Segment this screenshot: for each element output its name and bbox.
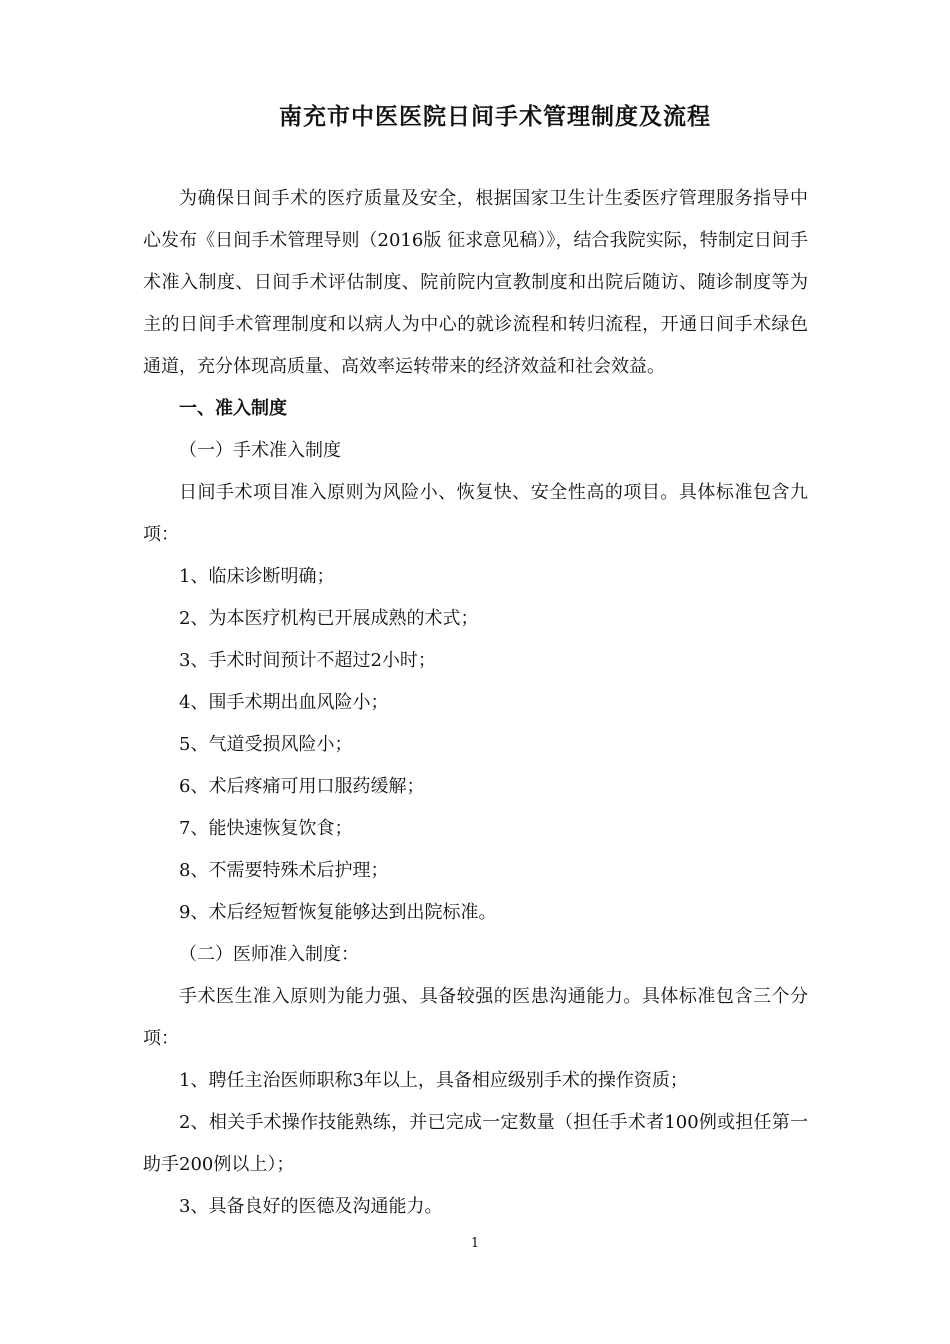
list-item: 6、术后疼痛可用口服药缓解； — [179, 776, 425, 797]
list-item: 7、能快速恢复饮食； — [179, 818, 353, 839]
list-item: 3、手术时间预计不超过2小时； — [179, 650, 436, 671]
surgery-admission-intro: 日间手术项目准入原则为风险小、恢复快、安全性高的项目。具体标准包含九项： — [143, 482, 808, 545]
document-body — [143, 178, 808, 1228]
list-item: 8、不需要特殊术后护理； — [179, 860, 389, 881]
section-heading-admission: 一、准入制度 — [179, 398, 287, 419]
subsection-heading-physician-admission: （二）医师准入制度： — [179, 944, 359, 965]
list-item: 1、聘任主治医师职称3年以上，具备相应级别手术的操作资质； — [179, 1070, 688, 1091]
list-item: 2、相关手术操作技能熟练，并已完成一定数量（担任手术者100例或担任第一助手200例以上）； — [143, 1112, 808, 1175]
document-title: 南充市中医医院日间手术管理制度及流程 — [279, 104, 711, 130]
page-number: 1 — [470, 1236, 480, 1251]
physician-admission-intro: 手术医生准入原则为能力强、具备较强的医患沟通能力。具体标准包含三个分项： — [143, 986, 808, 1049]
list-item: 1、临床诊断明确； — [179, 566, 335, 587]
list-item: 2、为本医疗机构已开展成熟的术式； — [179, 608, 479, 629]
intro-paragraph: 为确保日间手术的医疗质量及安全，根据国家卫生计生委医疗管理服务指导中心发布《日间手术管理导则（2016版 征求意见稿）》，结合我院实际，特制定日间手术准入制度、日间手术评估制度、院前院内宣教制度和出院后随访、随诊制度等为主的日间手术管理制度和以病人为中心的就诊流程和转归流程，开通日间手术绿色通道，充分体现高质量、高效率运转带来的经济效益和社会效益。 — [143, 188, 808, 377]
list-item: 5、气道受损风险小； — [179, 734, 353, 755]
list-item: 3、具备良好的医德及沟通能力。 — [179, 1196, 443, 1217]
list-item: 9、术后经短暂恢复能够达到出院标准。 — [179, 902, 497, 923]
list-item: 4、围手术期出血风险小； — [179, 692, 389, 713]
subsection-heading-surgery-admission: （一）手术准入制度 — [179, 440, 341, 461]
